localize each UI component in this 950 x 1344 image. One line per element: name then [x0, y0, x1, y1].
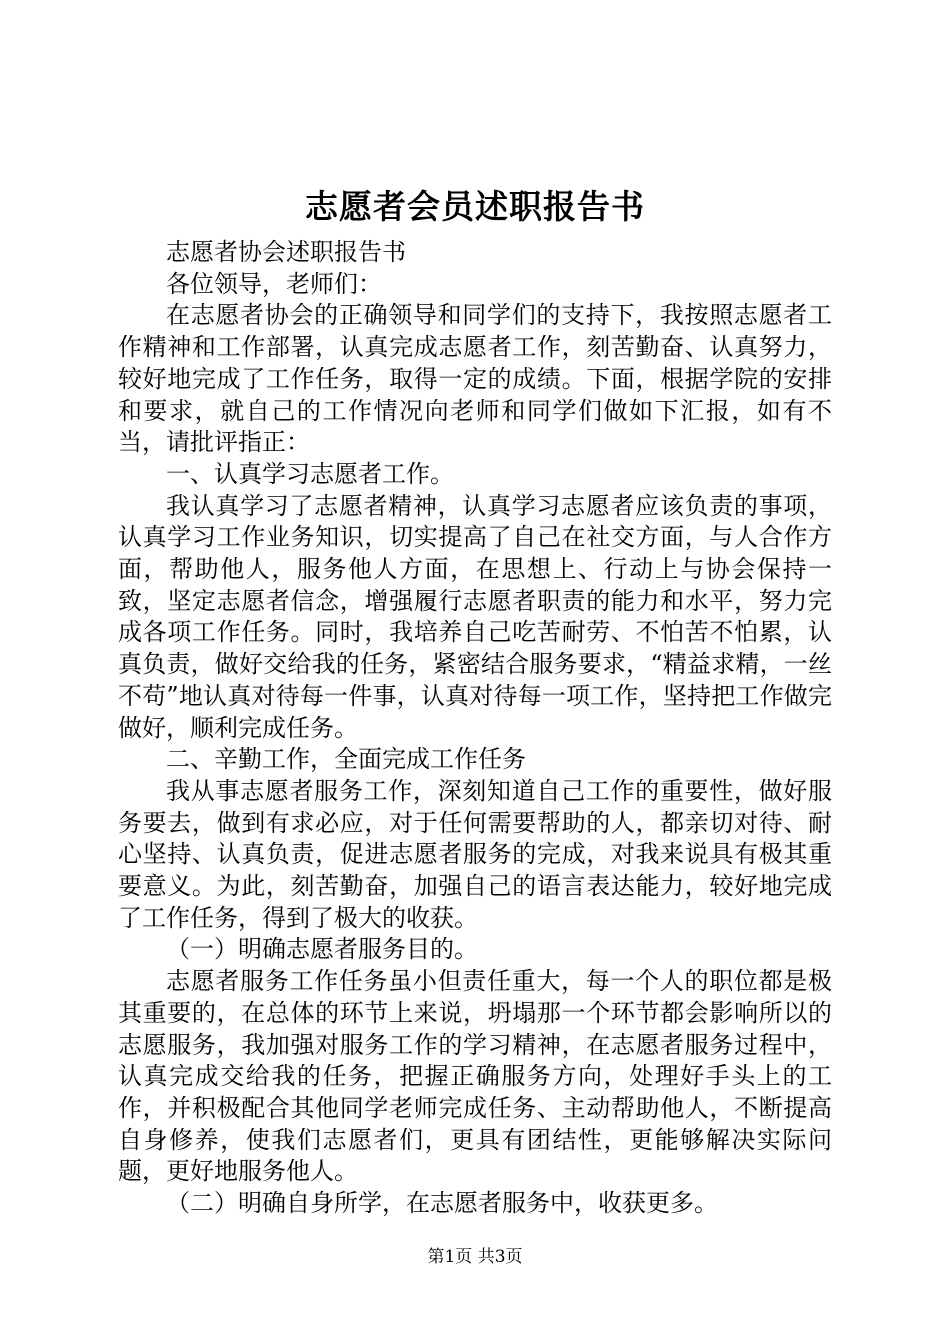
paragraph-section-2: 我从事志愿者服务工作，深刻知道自己工作的重要性，做好服务要去，做到有求必应，对于任何需要帮助的人，都亲切对待、耐心坚持、认真负责，促进志愿者服务的完成，对我来说具有极其重要意义。为此，刻苦勤奋，加强自己的语言表达能力，较好地完成了工作任务，得到了极大的收获。: [118, 776, 832, 932]
paragraph-subsection-1: 志愿者服务工作任务虽小但责任重大，每一个人的职位都是极其重要的，在总体的环节上来说，坍塌那一个环节都会影响所以的志愿服务，我加强对服务工作的学习精神，在志愿者服务过程中，认真完成交给我的任务，把握正确服务方向，处理好手头上的工作，并积极配合其他同学老师完成任务、主动帮助他人，不断提高自身修养，使我们志愿者们，更具有团结性，更能够解决实际问题，更好地服务他人。: [118, 967, 832, 1186]
section-heading-2: 二、辛勤工作，全面完成工作任务: [166, 745, 526, 774]
paragraph-intro: 在志愿者协会的正确领导和同学们的支持下，我按照志愿者工作精神和工作部署，认真完成志愿者工作，刻苦勤奋、认真努力，较好地完成了工作任务，取得一定的成绩。下面，根据学院的安排和要求，就自己的工作情况向老师和同学们做如下汇报，如有不当，请批评指正：: [118, 301, 832, 457]
paragraph-section-1: 我认真学习了志愿者精神，认真学习志愿者应该负责的事项，认真学习工作业务知识，切实提高了自己在社交方面，与人合作方面，帮助他人，服务他人方面，在思想上、行动上与协会保持一致，坚定志愿者信念，增强履行志愿者职责的能力和水平，努力完成各项工作任务。同时，我培养自己吃苦耐劳、不怕苦不怕累，认真负责，做好交给我的任务，紧密结合服务要求，“精益求精，一丝不苟”地认真对待每一件事，认真对待每一项工作，坚持把工作做完做好，顺利完成任务。: [118, 491, 832, 742]
subsection-heading-1: （一）明确志愿者服务目的。: [166, 935, 478, 964]
paragraph-heading: 志愿者协会述职报告书: [166, 238, 406, 266]
section-heading-1: 一、认真学习志愿者工作。: [166, 459, 454, 488]
paragraph-salutation: 各位领导，老师们：: [166, 269, 382, 298]
page-footer: 第1页 共3页: [427, 1247, 523, 1267]
document-title: 志愿者会员述职报告书: [305, 187, 645, 226]
subsection-heading-2: （二）明确自身所学，在志愿者服务中，收获更多。: [166, 1189, 718, 1218]
document-body: [118, 237, 832, 1220]
